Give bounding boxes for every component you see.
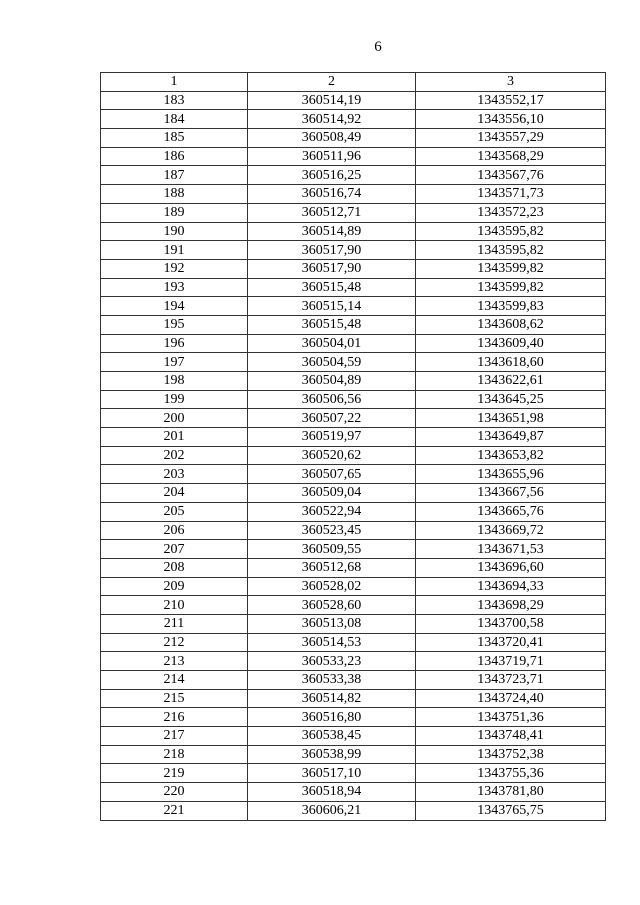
point-number-cell: 210 <box>101 596 248 615</box>
x-coordinate-cell: 360515,48 <box>248 315 416 334</box>
point-number-cell: 216 <box>101 708 248 727</box>
point-number-cell: 217 <box>101 727 248 746</box>
column-header-3: 3 <box>416 73 606 92</box>
x-coordinate-cell: 360533,23 <box>248 652 416 671</box>
point-number-cell: 221 <box>101 801 248 820</box>
point-number-cell: 186 <box>101 147 248 166</box>
y-coordinate-cell: 1343568,29 <box>416 147 606 166</box>
table-row <box>101 727 606 746</box>
table-row <box>101 633 606 652</box>
column-header-2: 2 <box>248 73 416 92</box>
y-coordinate-cell: 1343645,25 <box>416 390 606 409</box>
point-number-cell: 194 <box>101 297 248 316</box>
table-row <box>101 372 606 391</box>
y-coordinate-cell: 1343720,41 <box>416 633 606 652</box>
point-number-cell: 204 <box>101 484 248 503</box>
x-coordinate-cell: 360515,14 <box>248 297 416 316</box>
x-coordinate-cell: 360508,49 <box>248 129 416 148</box>
point-number-cell: 188 <box>101 185 248 204</box>
y-coordinate-cell: 1343622,61 <box>416 372 606 391</box>
point-number-cell: 214 <box>101 671 248 690</box>
point-number-cell: 206 <box>101 521 248 540</box>
y-coordinate-cell: 1343781,80 <box>416 783 606 802</box>
point-number-cell: 218 <box>101 745 248 764</box>
x-coordinate-cell: 360522,94 <box>248 502 416 521</box>
point-number-cell: 208 <box>101 558 248 577</box>
y-coordinate-cell: 1343556,10 <box>416 110 606 129</box>
x-coordinate-cell: 360514,19 <box>248 91 416 110</box>
x-coordinate-cell: 360513,08 <box>248 614 416 633</box>
point-number-cell: 184 <box>101 110 248 129</box>
x-coordinate-cell: 360507,22 <box>248 409 416 428</box>
x-coordinate-cell: 360516,25 <box>248 166 416 185</box>
coordinates-table <box>100 72 606 821</box>
y-coordinate-cell: 1343698,29 <box>416 596 606 615</box>
table-row <box>101 185 606 204</box>
y-coordinate-cell: 1343595,82 <box>416 222 606 241</box>
point-number-cell: 193 <box>101 278 248 297</box>
point-number-cell: 200 <box>101 409 248 428</box>
y-coordinate-cell: 1343618,60 <box>416 353 606 372</box>
y-coordinate-cell: 1343552,17 <box>416 91 606 110</box>
y-coordinate-cell: 1343599,83 <box>416 297 606 316</box>
x-coordinate-cell: 360518,94 <box>248 783 416 802</box>
x-coordinate-cell: 360520,62 <box>248 446 416 465</box>
y-coordinate-cell: 1343719,71 <box>416 652 606 671</box>
point-number-cell: 211 <box>101 614 248 633</box>
table-row <box>101 596 606 615</box>
x-coordinate-cell: 360509,04 <box>248 484 416 503</box>
x-coordinate-cell: 360528,02 <box>248 577 416 596</box>
x-coordinate-cell: 360519,97 <box>248 428 416 447</box>
point-number-cell: 189 <box>101 203 248 222</box>
point-number-cell: 199 <box>101 390 248 409</box>
x-coordinate-cell: 360504,89 <box>248 372 416 391</box>
x-coordinate-cell: 360516,80 <box>248 708 416 727</box>
x-coordinate-cell: 360504,59 <box>248 353 416 372</box>
page-number: 6 <box>374 39 382 55</box>
x-coordinate-cell: 360517,90 <box>248 241 416 260</box>
point-number-cell: 219 <box>101 764 248 783</box>
table-row <box>101 502 606 521</box>
x-coordinate-cell: 360523,45 <box>248 521 416 540</box>
table-row <box>101 91 606 110</box>
point-number-cell: 197 <box>101 353 248 372</box>
y-coordinate-cell: 1343649,87 <box>416 428 606 447</box>
x-coordinate-cell: 360517,90 <box>248 259 416 278</box>
y-coordinate-cell: 1343700,58 <box>416 614 606 633</box>
table-row <box>101 222 606 241</box>
y-coordinate-cell: 1343572,23 <box>416 203 606 222</box>
x-coordinate-cell: 360538,99 <box>248 745 416 764</box>
point-number-cell: 196 <box>101 334 248 353</box>
y-coordinate-cell: 1343655,96 <box>416 465 606 484</box>
y-coordinate-cell: 1343595,82 <box>416 241 606 260</box>
table-row <box>101 764 606 783</box>
point-number-cell: 190 <box>101 222 248 241</box>
y-coordinate-cell: 1343724,40 <box>416 689 606 708</box>
table-row <box>101 484 606 503</box>
table-row <box>101 689 606 708</box>
y-coordinate-cell: 1343599,82 <box>416 278 606 297</box>
table-row <box>101 652 606 671</box>
table-row <box>101 278 606 297</box>
table-row <box>101 409 606 428</box>
y-coordinate-cell: 1343665,76 <box>416 502 606 521</box>
x-coordinate-cell: 360512,68 <box>248 558 416 577</box>
point-number-cell: 213 <box>101 652 248 671</box>
table-row <box>101 540 606 559</box>
table-row <box>101 521 606 540</box>
table-row <box>101 745 606 764</box>
table-row <box>101 783 606 802</box>
x-coordinate-cell: 360517,10 <box>248 764 416 783</box>
x-coordinate-cell: 360512,71 <box>248 203 416 222</box>
table-header-row <box>101 73 606 92</box>
point-number-cell: 207 <box>101 540 248 559</box>
table-row <box>101 315 606 334</box>
y-coordinate-cell: 1343755,36 <box>416 764 606 783</box>
table-row <box>101 801 606 820</box>
point-number-cell: 183 <box>101 91 248 110</box>
table-row <box>101 203 606 222</box>
column-header-1: 1 <box>101 73 248 92</box>
y-coordinate-cell: 1343653,82 <box>416 446 606 465</box>
x-coordinate-cell: 360606,21 <box>248 801 416 820</box>
point-number-cell: 201 <box>101 428 248 447</box>
table-row <box>101 465 606 484</box>
x-coordinate-cell: 360514,89 <box>248 222 416 241</box>
point-number-cell: 202 <box>101 446 248 465</box>
y-coordinate-cell: 1343609,40 <box>416 334 606 353</box>
point-number-cell: 220 <box>101 783 248 802</box>
point-number-cell: 192 <box>101 259 248 278</box>
table-row <box>101 558 606 577</box>
table-row <box>101 147 606 166</box>
table-row <box>101 241 606 260</box>
table-row <box>101 446 606 465</box>
y-coordinate-cell: 1343571,73 <box>416 185 606 204</box>
point-number-cell: 209 <box>101 577 248 596</box>
y-coordinate-cell: 1343765,75 <box>416 801 606 820</box>
x-coordinate-cell: 360533,38 <box>248 671 416 690</box>
table-row <box>101 671 606 690</box>
table-row <box>101 334 606 353</box>
x-coordinate-cell: 360511,96 <box>248 147 416 166</box>
table-row <box>101 353 606 372</box>
table-row <box>101 129 606 148</box>
y-coordinate-cell: 1343752,38 <box>416 745 606 764</box>
y-coordinate-cell: 1343694,33 <box>416 577 606 596</box>
table-row <box>101 577 606 596</box>
x-coordinate-cell: 360514,92 <box>248 110 416 129</box>
point-number-cell: 203 <box>101 465 248 484</box>
table-row <box>101 708 606 727</box>
x-coordinate-cell: 360514,82 <box>248 689 416 708</box>
y-coordinate-cell: 1343748,41 <box>416 727 606 746</box>
point-number-cell: 191 <box>101 241 248 260</box>
x-coordinate-cell: 360504,01 <box>248 334 416 353</box>
y-coordinate-cell: 1343669,72 <box>416 521 606 540</box>
point-number-cell: 205 <box>101 502 248 521</box>
table-row <box>101 614 606 633</box>
point-number-cell: 195 <box>101 315 248 334</box>
table-body <box>101 91 606 820</box>
y-coordinate-cell: 1343599,82 <box>416 259 606 278</box>
x-coordinate-cell: 360507,65 <box>248 465 416 484</box>
table-row <box>101 166 606 185</box>
y-coordinate-cell: 1343557,29 <box>416 129 606 148</box>
table-row <box>101 428 606 447</box>
y-coordinate-cell: 1343723,71 <box>416 671 606 690</box>
point-number-cell: 212 <box>101 633 248 652</box>
x-coordinate-cell: 360528,60 <box>248 596 416 615</box>
y-coordinate-cell: 1343751,36 <box>416 708 606 727</box>
table-row <box>101 110 606 129</box>
y-coordinate-cell: 1343608,62 <box>416 315 606 334</box>
table-row <box>101 390 606 409</box>
x-coordinate-cell: 360506,56 <box>248 390 416 409</box>
point-number-cell: 185 <box>101 129 248 148</box>
table-row <box>101 297 606 316</box>
y-coordinate-cell: 1343651,98 <box>416 409 606 428</box>
y-coordinate-cell: 1343667,56 <box>416 484 606 503</box>
y-coordinate-cell: 1343671,53 <box>416 540 606 559</box>
x-coordinate-cell: 360509,55 <box>248 540 416 559</box>
point-number-cell: 198 <box>101 372 248 391</box>
y-coordinate-cell: 1343696,60 <box>416 558 606 577</box>
x-coordinate-cell: 360516,74 <box>248 185 416 204</box>
table-row <box>101 259 606 278</box>
x-coordinate-cell: 360515,48 <box>248 278 416 297</box>
point-number-cell: 215 <box>101 689 248 708</box>
point-number-cell: 187 <box>101 166 248 185</box>
x-coordinate-cell: 360514,53 <box>248 633 416 652</box>
x-coordinate-cell: 360538,45 <box>248 727 416 746</box>
y-coordinate-cell: 1343567,76 <box>416 166 606 185</box>
